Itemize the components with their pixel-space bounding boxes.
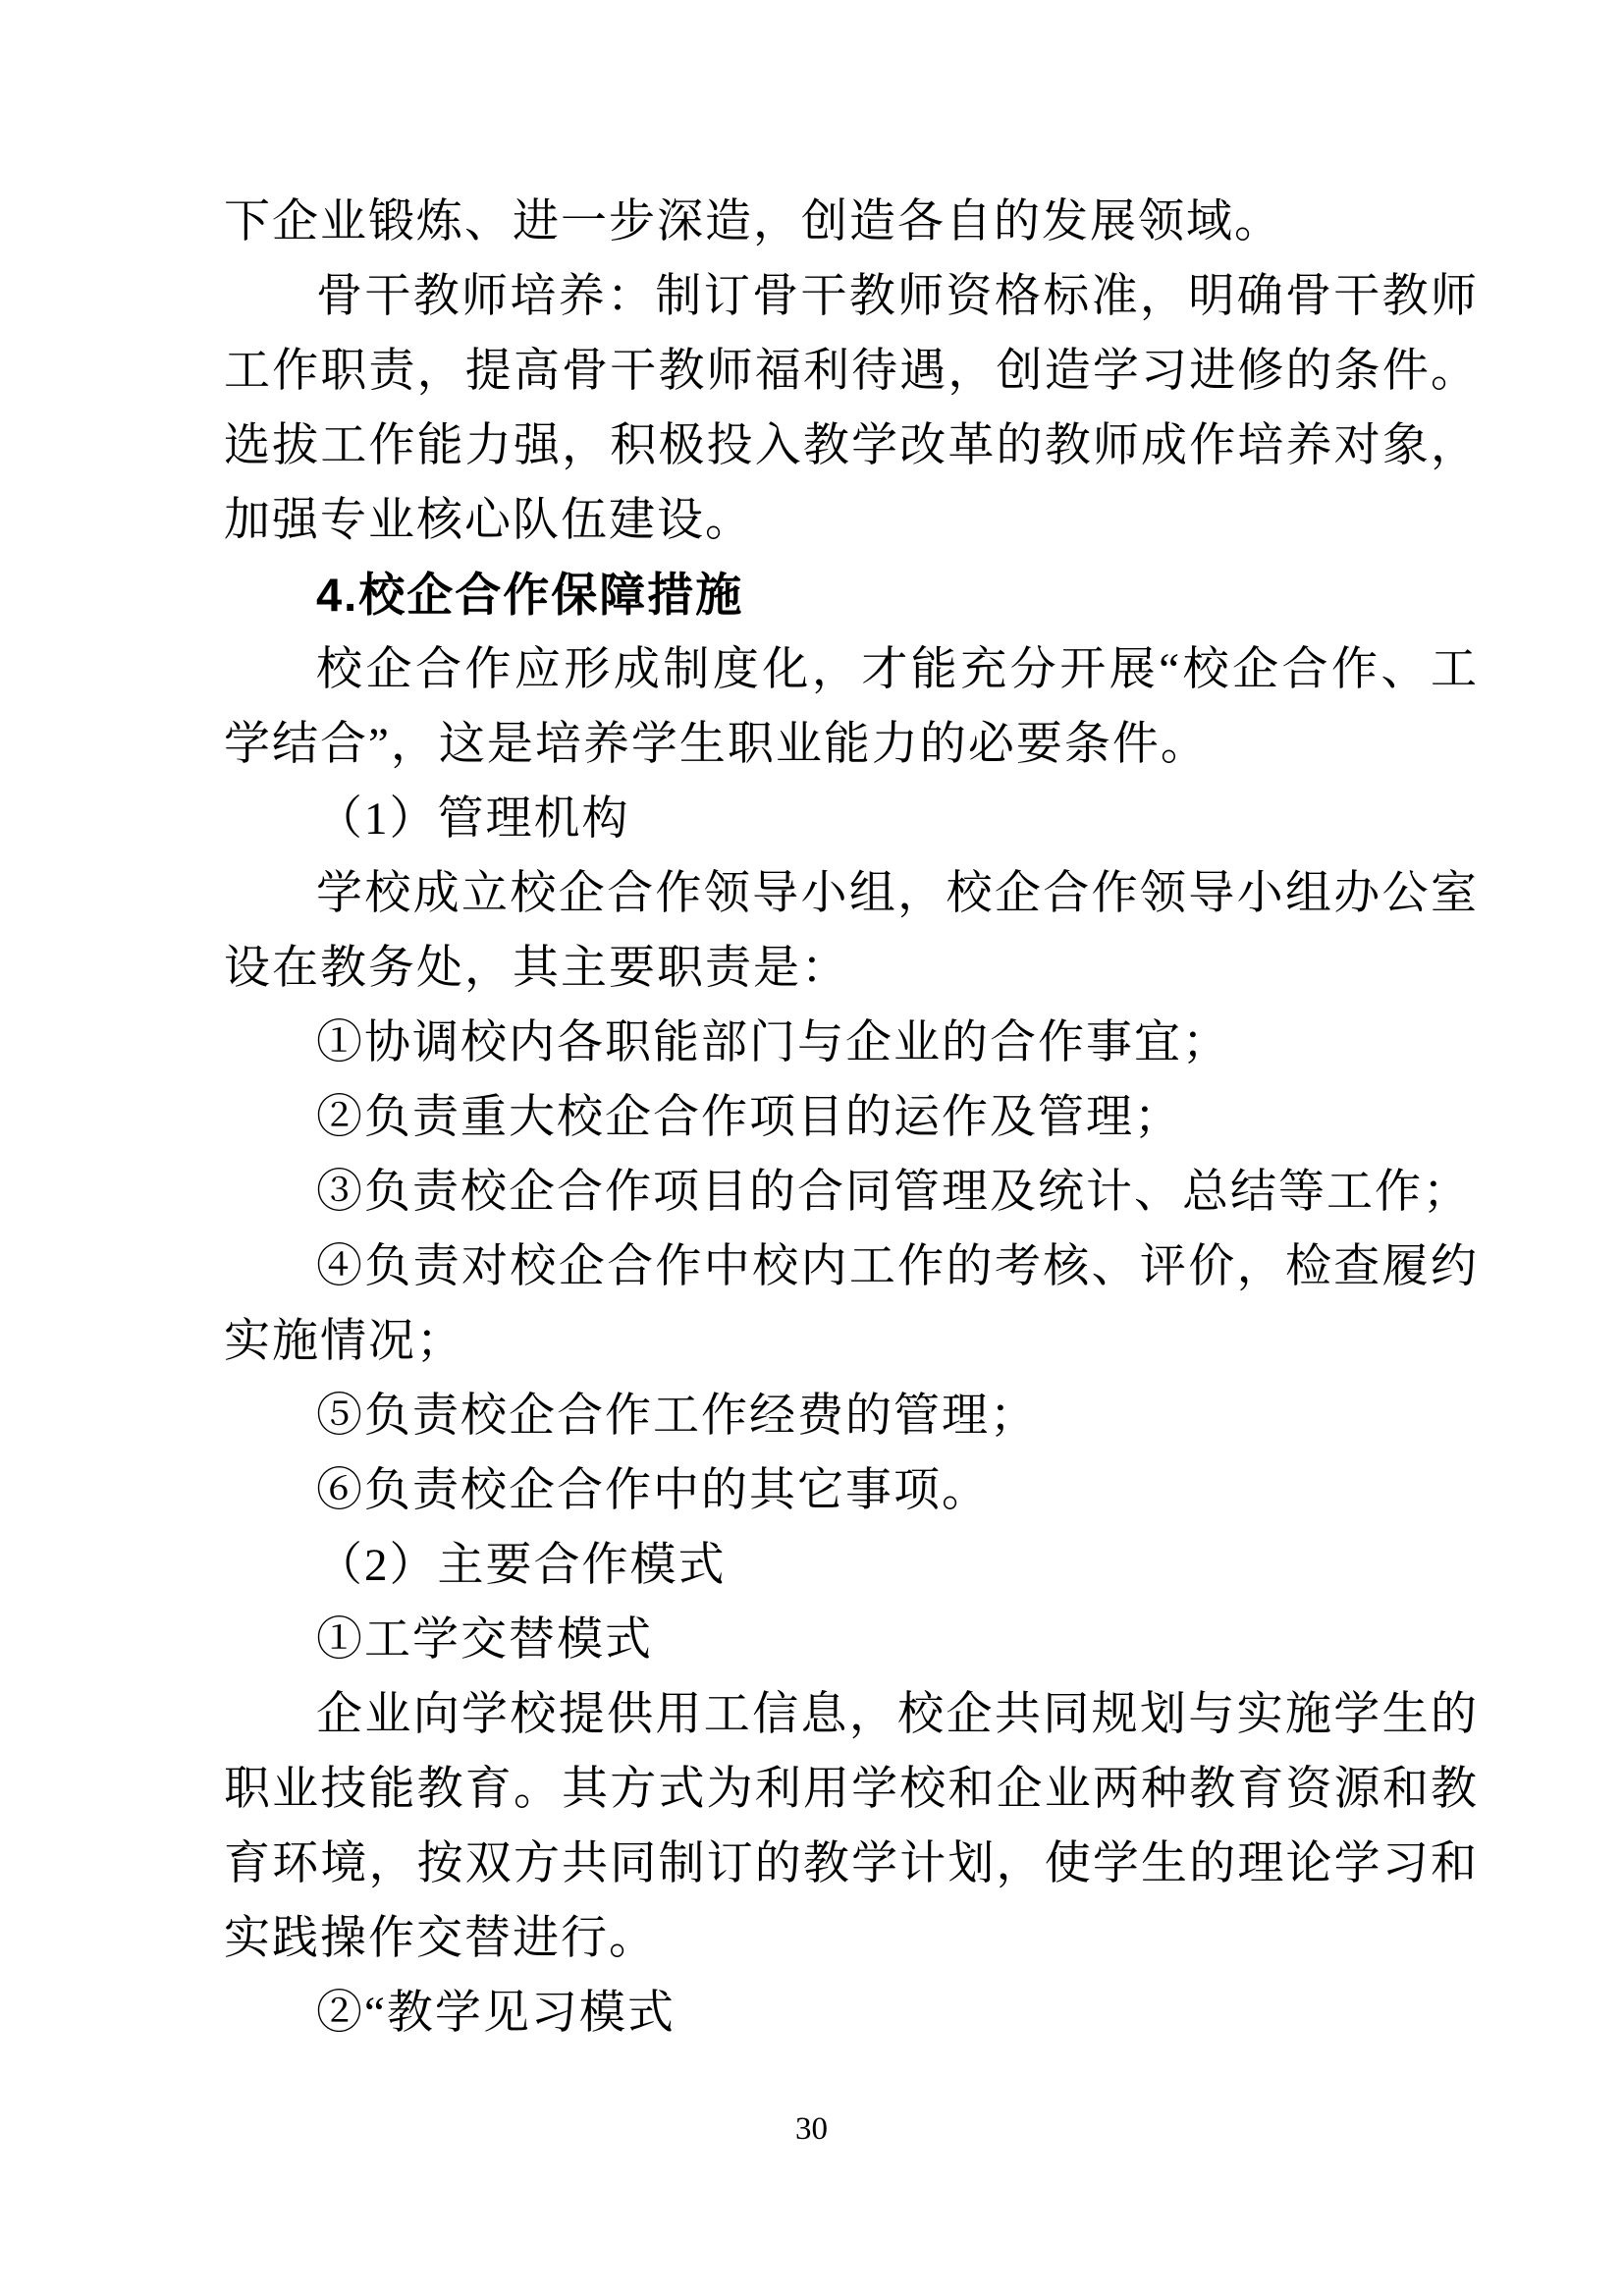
list-item-1: ①协调校内各职能部门与企业的合作事宜； bbox=[316, 1017, 1230, 1068]
page-number: 30 bbox=[795, 2111, 828, 2147]
paragraph-cooperation-intro: 校企合作应形成制度化，才能充分开展“校企合作、工学结合”，这是培养学生职业能力的必要条件。 bbox=[224, 644, 1479, 770]
paragraph-teacher-training: 骨干教师培养：制订骨干教师资格标准，明确骨干教师工作职责，提高骨干教师福利待遇，创造学习进修的条件。选拔工作能力强，积极投入教学改革的教师成作培养对象，加强专业核心队伍建设。 bbox=[224, 271, 1479, 546]
document-body bbox=[224, 185, 1479, 2050]
list-item-5: ⑤负责校企合作工作经费的管理； bbox=[316, 1391, 1038, 1442]
section-heading: 4.校企合作保障措施 bbox=[316, 569, 744, 621]
subsection-heading-1: （1）管理机构 bbox=[316, 793, 630, 845]
subsection-heading-2: （2）主要合作模式 bbox=[316, 1540, 727, 1591]
paragraph-work-study-mode: 企业向学校提供用工信息，校企共同规划与实施学生的职业技能教育。其方式为利用学校和企业两种教育资源和教育环境，按双方共同制订的教学计划，使学生的理论学习和实践操作交替进行。 bbox=[224, 1689, 1479, 1964]
mode-item-1: ①工学交替模式 bbox=[316, 1614, 653, 1666]
list-item-2: ②负责重大校企合作项目的运作及管理； bbox=[316, 1092, 1182, 1143]
paragraph-leading-group: 学校成立校企合作领导小组，校企合作领导小组办公室设在教务处，其主要职责是： bbox=[224, 868, 1479, 994]
list-item-6: ⑥负责校企合作中的其它事项。 bbox=[316, 1465, 990, 1516]
list-item-3: ③负责校企合作项目的合同管理及统计、总结等工作； bbox=[316, 1167, 1471, 1218]
mode-item-2: ②“教学见习模式 bbox=[316, 1988, 676, 2039]
list-item-4: ④负责对校企合作中校内工作的考核、评价，检查履约实施情况； bbox=[224, 1241, 1479, 1367]
paragraph-continuation: 下企业锻炼、进一步深造，创造各自的发展领域。 bbox=[224, 196, 1282, 247]
